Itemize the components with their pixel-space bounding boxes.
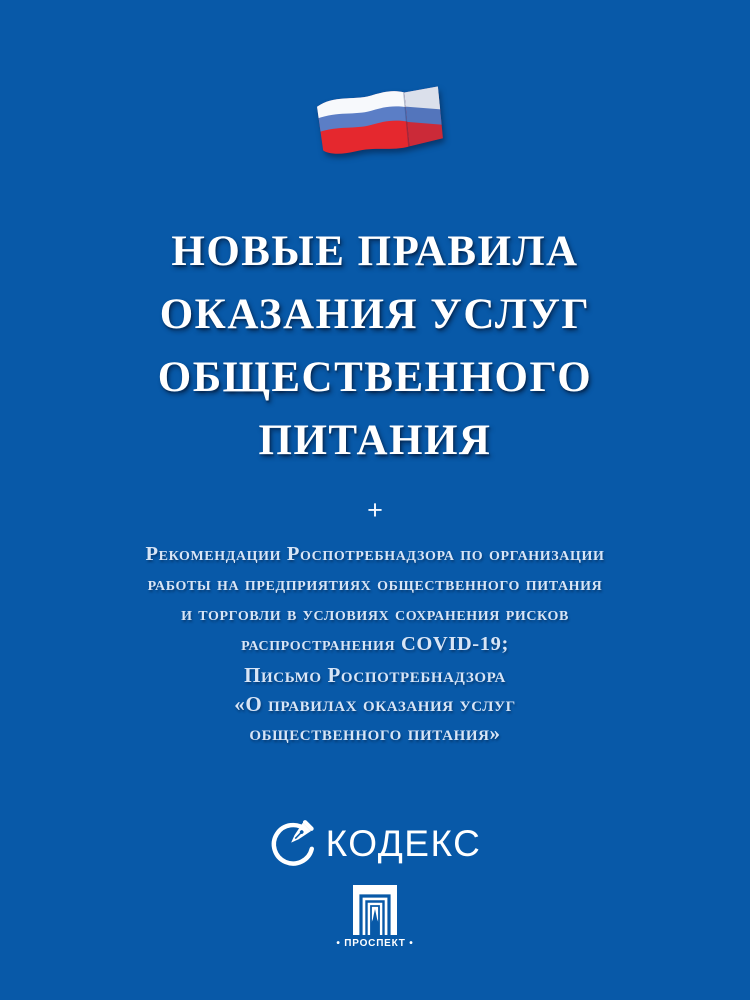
prospekt-logo — [0, 884, 750, 949]
title-line-3: ОБЩЕСТВЕННОГО — [157, 354, 593, 401]
annotation-primary-line-4: распространения COVID-19; — [241, 633, 509, 655]
kodeks-pen-icon — [269, 819, 319, 869]
prospekt-emblem-icon — [352, 884, 398, 936]
book-title — [0, 220, 750, 472]
russian-flag-icon — [314, 83, 446, 163]
title-line-1: НОВЫЕ ПРАВИЛА — [171, 228, 579, 275]
title-line-4: ПИТАНИЯ — [258, 417, 492, 464]
prospekt-label: • ПРОСПЕКТ • — [336, 938, 414, 949]
kodeks-logo — [0, 818, 750, 870]
annotation-secondary-line-1: Письмо Роспотребнадзора — [244, 663, 506, 687]
title-line-2: ОКАЗАНИЯ УСЛУГ — [159, 291, 591, 338]
annotation-secondary-line-3: общественного питания» — [249, 721, 501, 745]
annotation-primary-line-3: и торговли в условиях сохранения рисков — [181, 603, 569, 625]
annotation-primary — [40, 539, 710, 659]
annotation-primary-line-2: работы на предприятиях общественного питания — [147, 573, 603, 595]
russian-flag-svg — [314, 83, 446, 163]
annotation-secondary-line-2: «О правилах оказания услуг — [234, 692, 516, 716]
annotation-secondary — [40, 661, 710, 748]
kodeks-label: КОДЕКС — [325, 823, 482, 864]
annotation-primary-line-1: Рекомендации Роспотребнадзора по организации — [145, 543, 605, 565]
plus-separator: + — [367, 495, 383, 525]
